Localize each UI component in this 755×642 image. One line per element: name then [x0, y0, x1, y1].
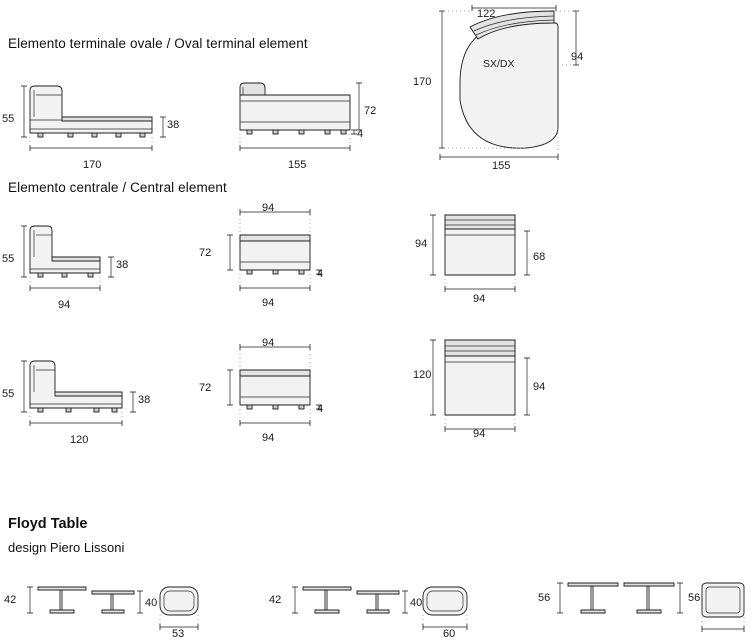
- dim-central-long-front-foot: 4: [317, 403, 324, 415]
- dim-central-plan-left: 94: [415, 238, 428, 250]
- dim-table2-width: 60: [443, 628, 456, 640]
- dim-central-long-front-width: 94: [262, 432, 275, 444]
- dim-central-long-front-top: 94: [262, 337, 275, 349]
- dim-central-long-plan-right: 94: [533, 381, 546, 393]
- dim-central-front-width: 94: [262, 297, 275, 309]
- dim-table1-width: 53: [172, 628, 185, 640]
- dim-central-plan-right: 68: [533, 251, 546, 263]
- terminal-side-view: [0, 75, 200, 160]
- dim-terminal-plan-bottom: 155: [492, 160, 511, 172]
- dim-central-side-height: 55: [2, 253, 15, 265]
- dim-central-long-plan-bottom: 94: [473, 428, 486, 440]
- dim-table3-height2: 56: [688, 592, 701, 604]
- dim-central-long-side-back: 38: [138, 394, 151, 406]
- dim-central-plan-bottom: 94: [473, 293, 486, 305]
- table-group-3: [530, 575, 755, 642]
- label-sx-dx: SX/DX: [483, 58, 515, 70]
- dim-terminal-front-width: 155: [288, 159, 307, 171]
- dim-table3-height: 56: [538, 592, 551, 604]
- terminal-front-view: [225, 75, 395, 160]
- dim-terminal-plan-right: 94: [571, 51, 584, 63]
- dim-central-long-side-width: 120: [70, 434, 89, 446]
- dim-terminal-front-foot: 4: [357, 128, 364, 140]
- dim-table1-height2: 40: [145, 597, 158, 609]
- product-designer: design Piero Lissoni: [8, 540, 125, 555]
- terminal-plan-view: [430, 5, 630, 160]
- section-title-terminal: Elemento terminale ovale / Oval terminal element: [8, 36, 308, 51]
- central-long-front-view: [225, 335, 395, 435]
- central-side-view: [0, 215, 200, 300]
- central-front-view: [225, 200, 395, 300]
- dim-central-side-width: 94: [58, 299, 71, 311]
- dim-table2-height: 42: [269, 594, 282, 606]
- dim-central-side-back: 38: [116, 259, 129, 271]
- section-title-central: Elemento centrale / Central element: [8, 180, 227, 195]
- dim-table1-height: 42: [4, 594, 17, 606]
- dim-central-front-foot: 4: [317, 268, 324, 280]
- dim-central-front-height: 72: [199, 247, 212, 259]
- central-long-plan-view: [405, 330, 585, 440]
- product-title: Floyd Table: [8, 516, 88, 532]
- dim-terminal-plan-top: 122: [477, 8, 496, 20]
- dim-central-front-top: 94: [262, 202, 275, 214]
- dim-table2-height2: 40: [410, 597, 423, 609]
- central-plan-view: [405, 205, 585, 305]
- dim-terminal-side-width: 170: [83, 159, 102, 171]
- dim-central-long-plan-left: 120: [413, 369, 432, 381]
- dim-terminal-plan-left: 170: [413, 76, 432, 88]
- dim-terminal-side-back: 38: [167, 119, 180, 131]
- dim-terminal-front-height: 72: [364, 105, 377, 117]
- central-long-side-view: [0, 350, 200, 440]
- dim-central-long-front-height: 72: [199, 382, 212, 394]
- dim-central-long-side-height: 55: [2, 388, 15, 400]
- dim-terminal-side-height: 55: [2, 113, 15, 125]
